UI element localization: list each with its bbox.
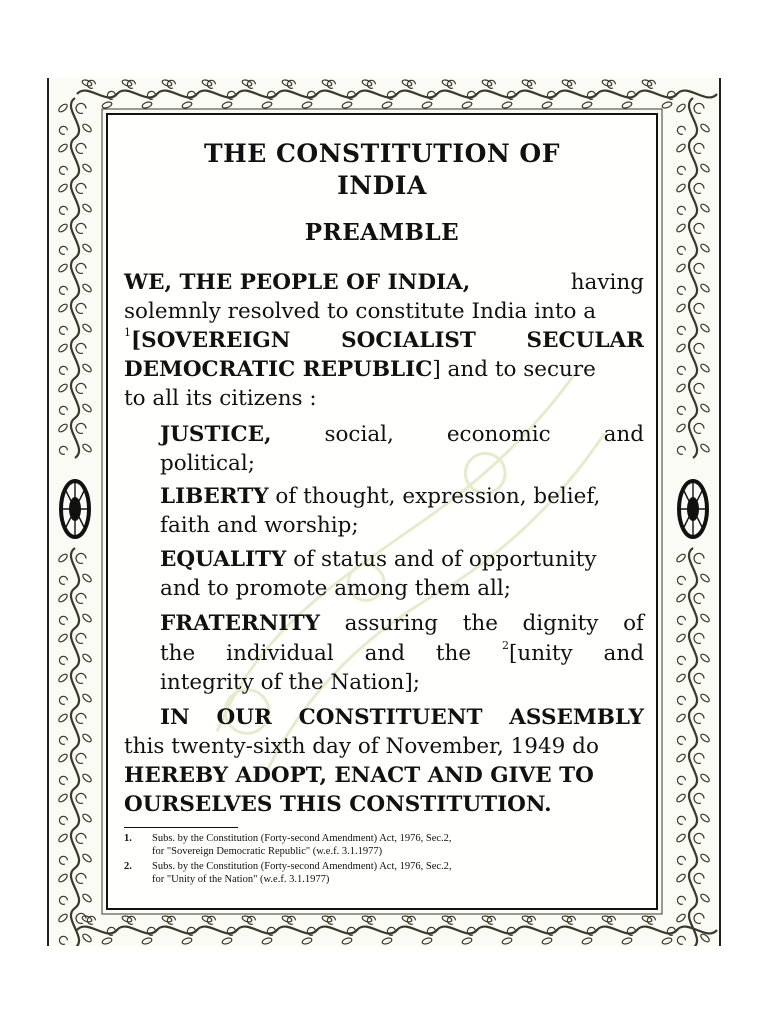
intro-line-1 xyxy=(124,270,644,295)
fraternity-word: and xyxy=(603,641,644,666)
right-chakra-icon xyxy=(676,478,710,540)
fraternity-line-2 xyxy=(160,641,644,666)
equality-line-2: and to promote among them all; xyxy=(160,576,512,601)
liberty-line-1 xyxy=(160,484,600,509)
equality-text: of status and of opportunity xyxy=(293,547,597,572)
fraternity-word: dignity xyxy=(522,611,599,636)
left-chakra-icon xyxy=(58,478,92,540)
fraternity-word: the xyxy=(160,641,196,666)
liberty-line-2: faith and worship; xyxy=(160,513,359,538)
fraternity-word: [unity xyxy=(508,641,573,666)
equality-line-1 xyxy=(160,547,597,572)
fraternity-word: and xyxy=(364,641,406,666)
document-title-line-2: INDIA xyxy=(337,171,427,200)
closing-line-3: HEREBY ADOPT, ENACT AND GIVE TO xyxy=(124,763,594,788)
intro-word: [SOVEREIGN xyxy=(131,328,291,353)
fraternity-word: of xyxy=(623,611,644,636)
closing-word: OUR xyxy=(216,705,272,730)
closing-word: IN xyxy=(160,705,190,730)
footnote-ref-1: 1 xyxy=(124,326,131,339)
fraternity-word: the xyxy=(435,641,472,666)
intro-bold-phrase: DEMOCRATIC REPUBLIC xyxy=(124,357,433,382)
closing-word: ASSEMBLY xyxy=(509,705,644,730)
intro-bold-phrase: WE, THE PEOPLE OF INDIA, xyxy=(124,270,471,295)
equality-term: EQUALITY xyxy=(160,547,287,572)
liberty-text: of thought, expression, belief, xyxy=(275,484,601,509)
document-title-line-1: THE CONSTITUTION OF xyxy=(204,139,560,168)
intro-line-2: solemnly resolved to constitute India into a xyxy=(124,299,597,324)
closing-line-4: OURSELVES THIS CONSTITUTION. xyxy=(124,792,552,817)
justice-term: JUSTICE, xyxy=(160,422,272,447)
justice-word: and xyxy=(603,422,644,447)
fraternity-line-3: integrity of the Nation]; xyxy=(160,670,420,695)
intro-line-4 xyxy=(124,357,596,382)
justice-line-1 xyxy=(160,422,644,447)
fraternity-word: assuring xyxy=(344,611,439,636)
footnote-rule xyxy=(124,827,238,828)
justice-word: economic xyxy=(446,422,551,447)
intro-line-5: to all its citizens : xyxy=(124,386,317,411)
intro-text: ] and to secure xyxy=(432,357,596,382)
closing-word: CONSTITUENT xyxy=(298,705,483,730)
footnote-2-line-1: Subs. by the Constitution (Forty-second Amendment) Act, 1976, Sec.2, xyxy=(152,861,452,872)
footnote-1-number: 1. xyxy=(124,833,132,844)
intro-line-3 xyxy=(124,328,644,353)
intro-word: SOCIALIST xyxy=(341,328,476,353)
closing-line-2: this twenty-sixth day of November, 1949 do xyxy=(124,734,599,759)
intro-word: having xyxy=(570,270,644,295)
preamble-panel xyxy=(106,113,658,910)
liberty-term: LIBERTY xyxy=(160,484,269,509)
footnote-ref-2: 2 xyxy=(501,639,509,652)
fraternity-word: individual xyxy=(226,641,334,666)
fraternity-term: FRATERNITY xyxy=(160,611,320,636)
footnote-1-line-2: for "Sovereign Democratic Republic" (w.e.f. 3.1.1977) xyxy=(152,846,383,857)
closing-line-1 xyxy=(160,705,644,730)
footnote-2-line-2: for "Unity of the Nation" (w.e.f. 3.1.1977) xyxy=(152,874,330,885)
justice-word: social, xyxy=(324,422,394,447)
footnote-1-line-1: Subs. by the Constitution (Forty-second Amendment) Act, 1976, Sec.2, xyxy=(152,833,452,844)
preamble-heading: PREAMBLE xyxy=(304,219,460,246)
footnote-2-number: 2. xyxy=(124,861,132,872)
fraternity-word: the xyxy=(462,611,498,636)
fraternity-line-1 xyxy=(160,611,644,636)
intro-word: SECULAR xyxy=(526,328,644,353)
justice-line-2: political; xyxy=(160,451,255,476)
